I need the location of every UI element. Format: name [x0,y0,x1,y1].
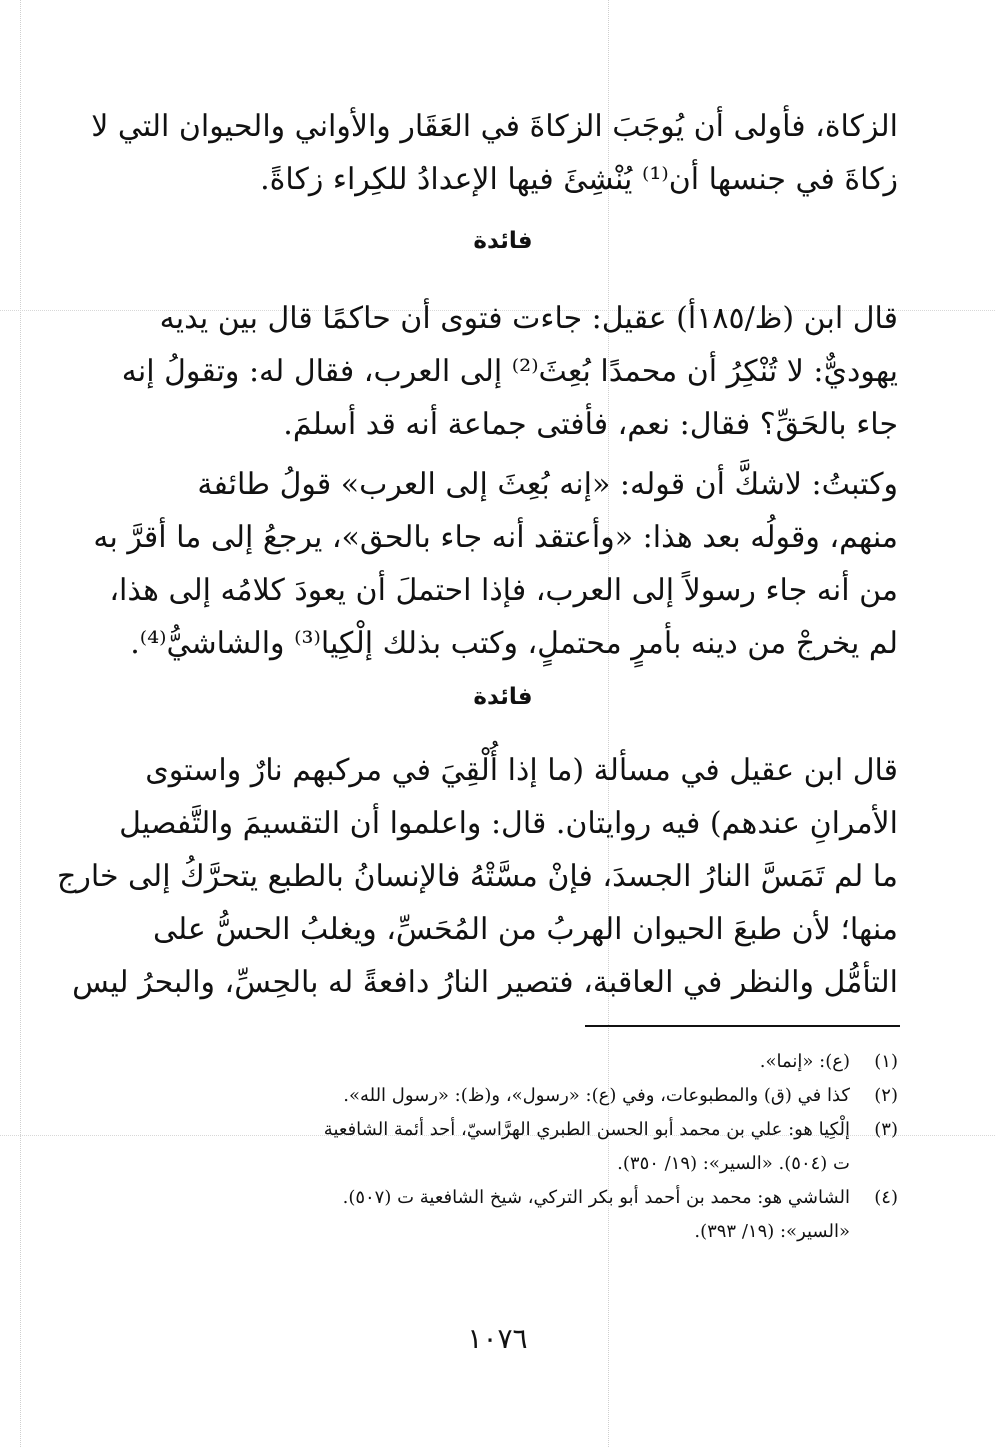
footnote-item [108,1181,898,1249]
footnotes [108,1045,898,1249]
footnote-number: (٢) [874,1085,898,1106]
text-line: التأمُّل والنظر في العاقبة، فتصير النارُ دافعةً له بالحِسِّ، والبحرُ ليس [72,965,898,1000]
footnote-item [108,1113,898,1181]
footnote-line: «السير»: (١٩/ ٣٩٣). [694,1221,850,1242]
footnote-number: (٣) [874,1119,898,1140]
text-line: لم يخرجْ من دينه بأمرٍ محتملٍ، وكتب بذلك إلْكِيا⁽³⁾ والشاشيُّ⁽⁴⁾. [130,626,898,661]
footnote-text [108,1045,850,1079]
footnote-line: كذا في (ق) والمطبوعات، وفي (ع): «رسول»، و(ظ): «رسول الله». [343,1085,850,1106]
footnote-text [108,1079,850,1113]
paragraph-intro [91,100,898,206]
paragraph-fatwa [108,292,898,451]
text-line: زكاةَ في جنسها أن⁽¹⁾ يُنْشِئَ فيها الإعدادُ للكِراء زكاةً. [260,162,898,197]
text-line: الزكاة، فأولى أن يُوجَبَ الزكاةَ في العَقَار والأواني والحيوان التي لا [91,109,898,144]
text-line: منهم، وقولُه بعد هذا: «وأعتقد أنه جاء بالحق»، يرجعُ إلى ما أقرَّ به [93,520,898,555]
text-line: الأمرانِ عندهم) فيه روايتان. قال: واعلموا أن التقسيمَ والتَّفصيل [119,806,898,841]
footnote-line: إلْكِيا هو: علي بن محمد أبو الحسن الطبري الهرَّاسيّ، أحد أئمة الشافعية [323,1119,850,1140]
text-line: منها؛ لأن طبعَ الحيوان الهربُ من المُحَسِّ، ويغلبُ الحسُّ على [153,912,898,947]
paragraph-fire-issue [56,744,898,1009]
text-line: قال ابن عقيل في مسألة (ما إذا أُلْقِيَ في مركبهم نارٌ واستوى [145,753,898,788]
paragraph-commentary [93,458,898,670]
text-line: قال ابن (ظ/١٨٥أ) عقيل: جاءت فتوى أن حاكمًا قال بين يديه [159,301,898,336]
page-number: ١٠٧٦ [467,1322,528,1355]
text-line: ما لم تَمَسَّ النارُ الجسدَ، فإنْ مسَّتْهُ فالإنسانُ بالطبع يتحرَّكُ إلى خارج [56,859,898,894]
footnote-number: (١) [874,1051,898,1072]
section-heading: فائدة [473,684,533,710]
footnote-item [108,1079,898,1113]
section-heading: فائدة [473,228,533,254]
footnote-number: (٤) [874,1187,898,1208]
footnote-separator [585,1025,900,1027]
text-line: يهوديٌّ: لا تُنْكِرُ أن محمدًا بُعِثَ⁽²⁾ إلى العرب، فقال له: وتقولُ إنه [121,354,898,389]
footnote-line: ت (٥٠٤). «السير»: (١٩/ ٣٥٠). [617,1153,850,1174]
text-line: جاء بالحَقِّ؟ فقال: نعم، فأفتى جماعة أنه قد أسلمَ. [283,407,898,442]
footnote-line: الشاشي هو: محمد بن أحمد أبو بكر التركي، شيخ الشافعية ت (٥٠٧). [342,1187,850,1208]
text-line: من أنه جاء رسولاً إلى العرب، فإذا احتملَ أن يعودَ كلامُه إلى هذا، [109,573,898,608]
text-line: وكتبتُ: لاشكَّ أن قوله: «إنه بُعِثَ إلى العرب» قولُ طائفة [197,467,898,502]
footnote-text [108,1181,850,1249]
scan-guide-line [20,0,21,1447]
footnote-line: (ع): «إنما». [759,1051,850,1072]
footnote-item [108,1045,898,1079]
footnote-text [108,1113,850,1181]
